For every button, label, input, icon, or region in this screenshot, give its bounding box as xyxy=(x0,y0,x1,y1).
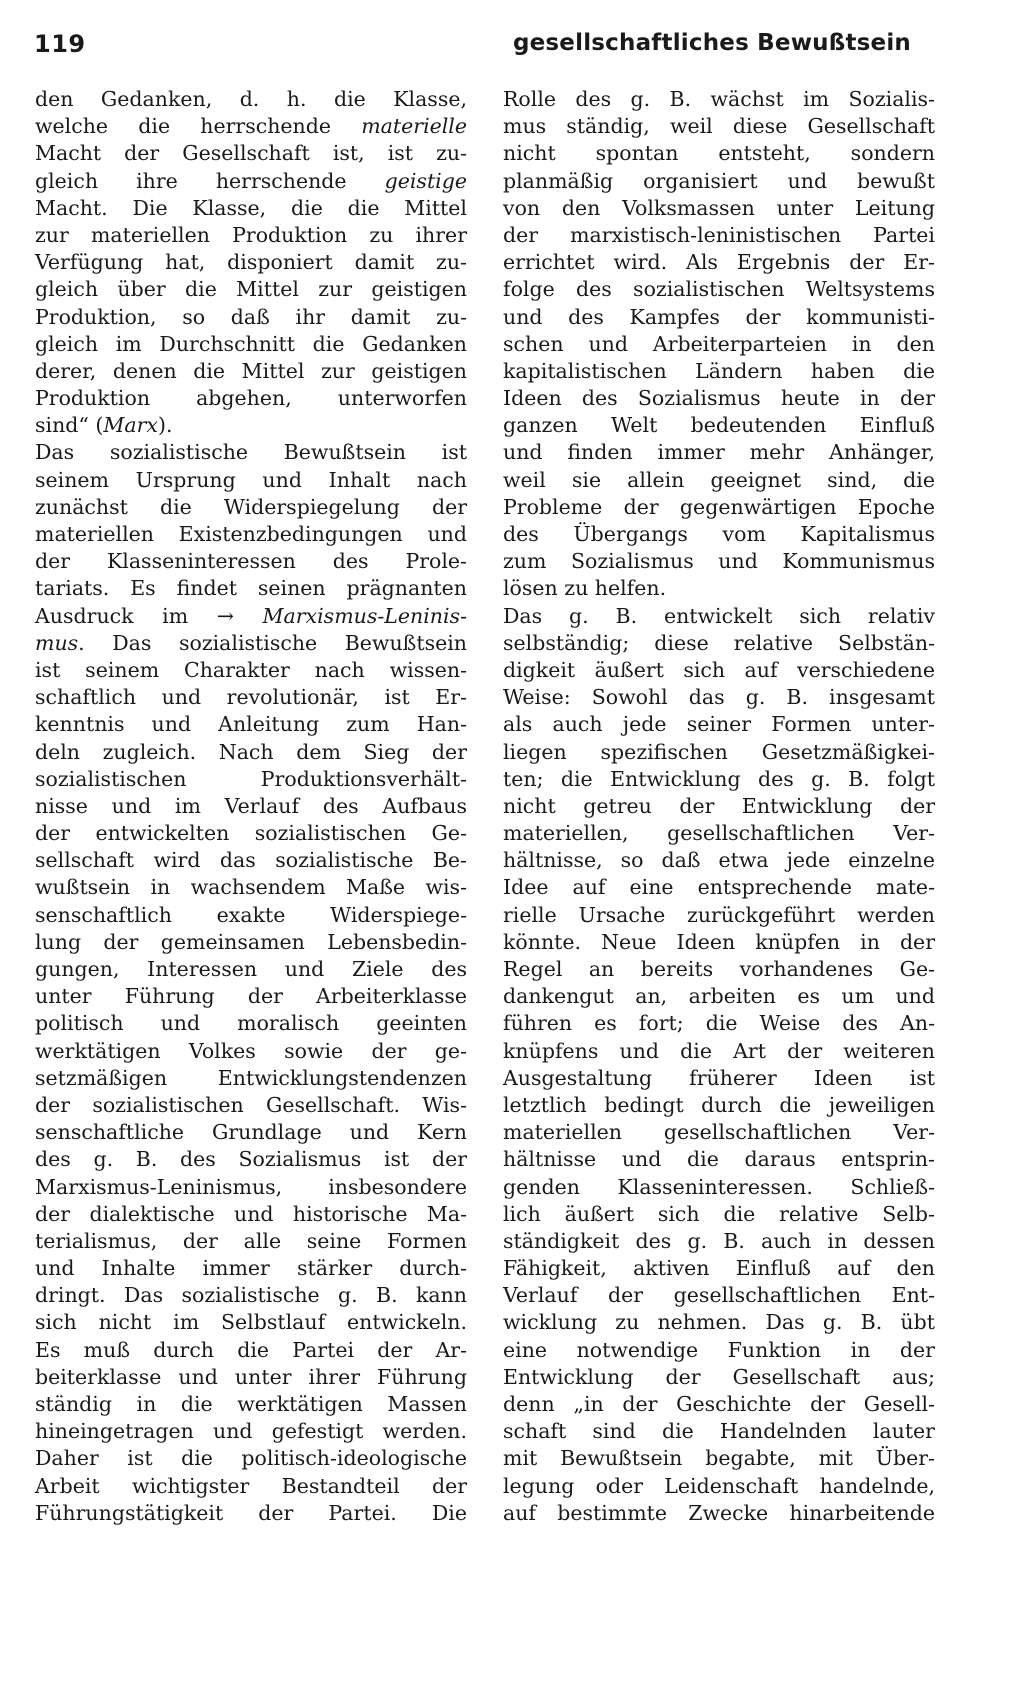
left_column-line: und Inhalte immer stärker durch- xyxy=(35,1256,467,1281)
right_column-line: digkeit äußert sich auf verschiedene xyxy=(503,657,935,682)
left_column-line: sind“ (Marx). xyxy=(35,413,173,438)
right_column-line: wicklung zu nehmen. Das g. B. übt xyxy=(503,1310,935,1335)
right_column-line: ständigkeit des g. B. auch in dessen xyxy=(503,1228,935,1253)
right_column-line: Fähigkeit, aktiven Einfluß auf den xyxy=(503,1256,935,1281)
right_column-line: lich äußert sich die relative Selb- xyxy=(503,1201,935,1226)
left_column-line: sellschaft wird das sozialistische Be- xyxy=(35,848,467,873)
left_column-line: Marxismus-Leninismus, insbesondere xyxy=(35,1174,467,1199)
left_column-line: zur materiellen Produktion zu ihrer xyxy=(35,222,467,247)
right_column-line: Weise: Sowohl das g. B. insgesamt xyxy=(503,685,935,710)
right_column-line: nicht spontan entsteht, sondern xyxy=(503,141,935,166)
left_column-line: Es muß durch die Partei der Ar- xyxy=(35,1337,467,1362)
right_column-line: Verlauf der gesellschaftlichen Ent- xyxy=(503,1283,935,1308)
right_column-line: legung oder Leidenschaft handelnde, xyxy=(503,1473,935,1498)
right_column-line: und finden immer mehr Anhänger, xyxy=(503,440,935,465)
right_column-line: hältnisse und die daraus entsprin- xyxy=(503,1147,935,1172)
right_column-line: Probleme der gegenwärtigen Epoche xyxy=(503,494,935,519)
left_column-line: der Klasseninteressen des Prole- xyxy=(35,549,467,574)
right_column-line: kapitalistischen Ländern haben die xyxy=(503,358,935,383)
right_column-line: knüpfens und die Art der weiteren xyxy=(503,1038,935,1063)
left_column-line: zunächst die Widerspiegelung der xyxy=(35,494,467,519)
left_column-line: hineingetragen und gefestigt werden. xyxy=(35,1419,467,1444)
right_column-line: Ideen des Sozialismus heute in der xyxy=(503,386,935,411)
left_column-line: senschaftliche Grundlage und Kern xyxy=(35,1120,467,1145)
left_column-line: sozialistischen Produktionsverhält- xyxy=(35,766,467,791)
right_column-line: liegen spezifischen Gesetzmäßigkei- xyxy=(503,739,935,764)
right_column-line: mus ständig, weil diese Gesellschaft xyxy=(503,114,935,139)
left_column-line: Daher ist die politisch-ideologische xyxy=(35,1446,467,1471)
left_column-line: terialismus, der alle seine Formen xyxy=(35,1228,467,1253)
right_column-line: selbständig; diese relative Selbstän- xyxy=(503,630,935,655)
left_column-line: Produktion abgehen, unterworfen xyxy=(35,386,467,411)
left_column-line: politisch und moralisch geeinten xyxy=(35,1011,467,1036)
left_column-line: setzmäßigen Entwicklungstendenzen xyxy=(35,1065,467,1090)
right_column-line: könnte. Neue Ideen knüpfen in der xyxy=(503,929,935,954)
right_column-line: errichtet wird. Als Ergebnis der Er- xyxy=(503,250,935,275)
left_column-line: gleich im Durchschnitt die Gedanken xyxy=(35,331,467,356)
left_column-line: den Gedanken, d. h. die Klasse, xyxy=(35,87,467,111)
right_column-line: dankengut an, arbeiten es um und xyxy=(503,984,935,1009)
page-header xyxy=(34,30,911,70)
right_column-line: schen und Arbeiterparteien in den xyxy=(503,331,935,356)
right_column-line: auf bestimmte Zwecke hinarbeitende xyxy=(503,1500,935,1525)
left_column-line: Macht der Gesellschaft ist, ist zu- xyxy=(35,141,467,166)
left_column-line: Ausdruck im → Marxismus-Leninis- xyxy=(35,603,467,628)
left_column-line: welche die herrschende materielle xyxy=(35,114,467,139)
left_column-line: des g. B. des Sozialismus ist der xyxy=(35,1147,467,1172)
left_column-line: senschaftlich exakte Widerspiege- xyxy=(35,902,467,927)
left_column-line: gleich über die Mittel zur geistigen xyxy=(35,277,467,302)
right_column-line: schaft sind die Handelnden lauter xyxy=(503,1419,935,1444)
left_column-line: mus. Das sozialistische Bewußtsein xyxy=(35,630,467,655)
left_column-line: Produktion, so daß ihr damit zu- xyxy=(35,304,467,329)
right_column-line: weil sie allein geeignet sind, die xyxy=(503,467,935,492)
left_column-line: ständig in die werktätigen Massen xyxy=(35,1392,467,1416)
left_column-line: materiellen Existenzbedingungen und xyxy=(35,522,467,546)
right_column-line: Entwicklung der Gesellschaft aus; xyxy=(503,1364,935,1389)
right_column-line: materiellen gesellschaftlichen Ver- xyxy=(503,1120,935,1145)
left_column-line: gungen, Interessen und Ziele des xyxy=(35,957,467,981)
right_column-line: materiellen, gesellschaftlichen Ver- xyxy=(503,821,935,846)
left-text-column xyxy=(35,86,467,1527)
left_column-line: der sozialistischen Gesellschaft. Wis- xyxy=(35,1092,467,1117)
left_column-line: wußtsein in wachsendem Maße wis- xyxy=(35,875,467,900)
left_column-line: dringt. Das sozialistische g. B. kann xyxy=(35,1283,467,1308)
right_column-line: von den Volksmassen unter Leitung xyxy=(503,195,935,220)
left_column-line: Macht. Die Klasse, die die Mittel xyxy=(35,195,467,220)
left_column-line: derer, denen die Mittel zur geistigen xyxy=(35,358,467,383)
left_column-line: gleich ihre herrschende geistige xyxy=(35,168,467,193)
right_column-line: des Übergangs vom Kapitalismus xyxy=(503,522,935,546)
left_column-line: der entwickelten sozialistischen Ge- xyxy=(35,821,467,846)
right_column-line: Das g. B. entwickelt sich relativ xyxy=(503,603,935,628)
left_column-line: werktätigen Volkes sowie der ge- xyxy=(35,1038,467,1063)
left_column-line: lung der gemeinsamen Lebensbedin- xyxy=(35,929,467,954)
right_column-line: Ausgestaltung früherer Ideen ist xyxy=(503,1065,935,1090)
right_column-line: denn „in der Geschichte der Gesell- xyxy=(503,1392,935,1416)
right_column-line: lösen zu helfen. xyxy=(503,576,667,601)
left_column-line: unter Führung der Arbeiterklasse xyxy=(35,984,467,1009)
right_column-line: zum Sozialismus und Kommunismus xyxy=(503,549,935,574)
right_column-line: führen es fort; die Weise des An- xyxy=(503,1011,935,1036)
left_column-line: deln zugleich. Nach dem Sieg der xyxy=(35,739,467,764)
right_column-line: letztlich bedingt durch die jeweiligen xyxy=(503,1092,935,1117)
left_column-line: ist seinem Charakter nach wissen- xyxy=(35,657,467,682)
right_column-line: hältnisse, so daß etwa jede einzelne xyxy=(503,848,935,873)
right_column-line: Regel an bereits vorhandenes Ge- xyxy=(503,957,935,981)
right_column-line: genden Klasseninteressen. Schließ- xyxy=(503,1174,935,1199)
left_column-line: kenntnis und Anleitung zum Han- xyxy=(35,712,467,737)
left_column-line: tariats. Es findet seinen prägnanten xyxy=(35,576,467,601)
right_column-line: ganzen Welt bedeutenden Einfluß xyxy=(503,413,935,438)
right-text-column xyxy=(503,86,935,1527)
right_column-line: ten; die Entwicklung des g. B. folgt xyxy=(503,766,935,791)
left_column-line: nisse und im Verlauf des Aufbaus xyxy=(35,793,467,818)
right_column-line: nicht getreu der Entwicklung der xyxy=(503,793,935,818)
left_column-line: seinem Ursprung und Inhalt nach xyxy=(35,467,467,492)
right_column-line: folge des sozialistischen Weltsystems xyxy=(503,277,935,302)
left_column-line: schaftlich und revolutionär, ist Er- xyxy=(35,685,467,710)
right_column-line: und des Kampfes der kommunisti- xyxy=(503,304,935,329)
page-number: 119 xyxy=(34,30,86,58)
left_column-line: Arbeit wichtigster Bestandteil der xyxy=(35,1473,467,1498)
right_column-line: Idee auf eine entsprechende mate- xyxy=(503,875,935,900)
left_column-line: Verfügung hat, disponiert damit zu- xyxy=(35,250,467,275)
left_column-line: beiterklasse und unter ihrer Führung xyxy=(35,1364,467,1389)
left_column-line: sich nicht im Selbstlauf entwickeln. xyxy=(35,1310,467,1335)
left_column-line: Das sozialistische Bewußtsein ist xyxy=(35,440,467,465)
left_column-line: der dialektische und historische Ma- xyxy=(35,1201,467,1226)
right_column-line: als auch jede seiner Formen unter- xyxy=(503,712,935,737)
right_column-line: planmäßig organisiert und bewußt xyxy=(503,168,935,193)
right_column-line: eine notwendige Funktion in der xyxy=(503,1337,935,1362)
right_column-line: rielle Ursache zurückgeführt werden xyxy=(503,902,935,927)
right_column-line: Rolle des g. B. wächst im Sozialis- xyxy=(503,87,935,111)
right_column-line: mit Bewußtsein begabte, mit Über- xyxy=(503,1446,935,1471)
running-head: gesellschaftliches Bewußtsein xyxy=(512,30,911,56)
left_column-line: Führungstätigkeit der Partei. Die xyxy=(35,1500,467,1525)
right_column-line: der marxistisch-leninistischen Partei xyxy=(503,222,935,247)
